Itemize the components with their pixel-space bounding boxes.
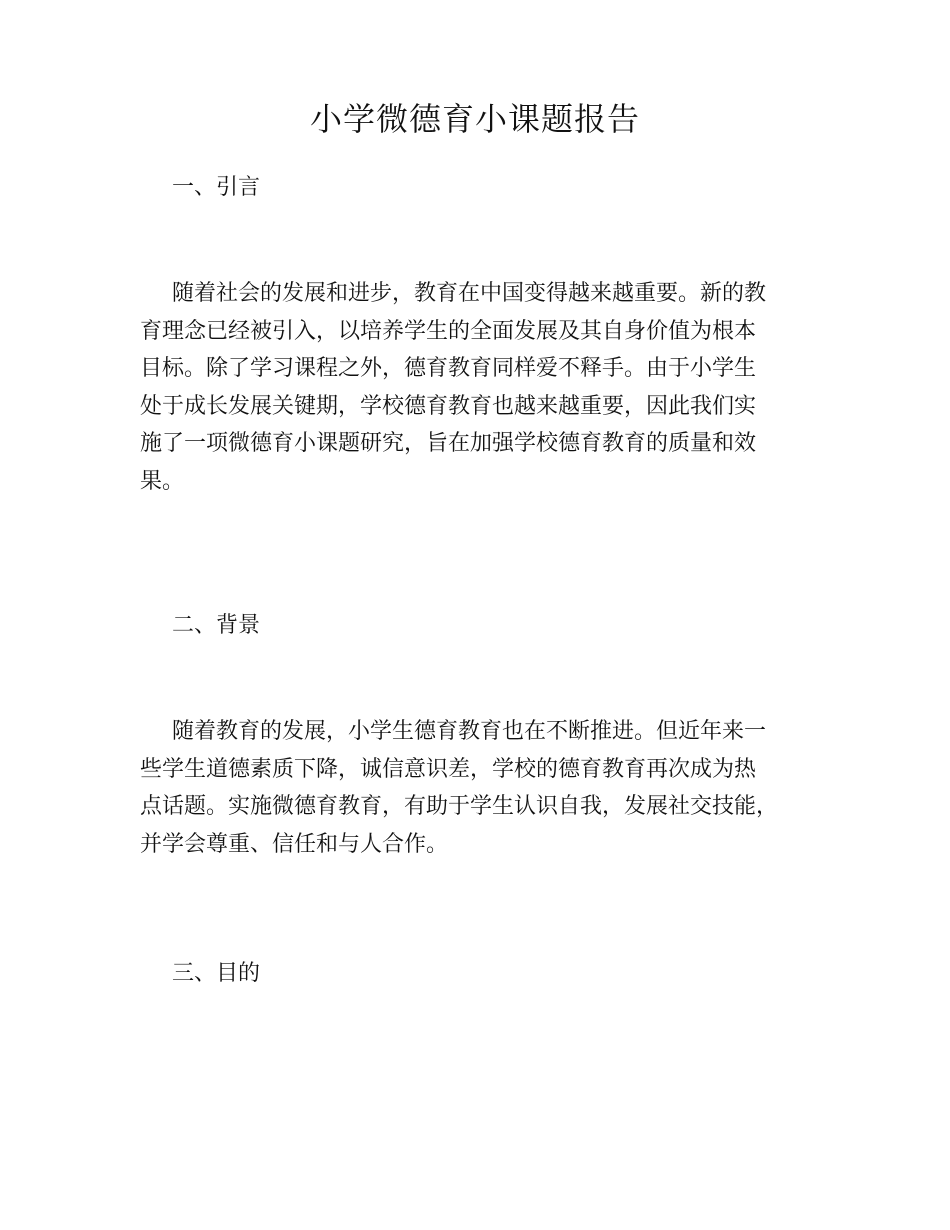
paragraph-line: 处于成长发展关键期，学校德育教育也越来越重要，因此我们实: [140, 393, 757, 419]
section-heading-introduction: 一、引言: [172, 175, 261, 200]
paragraph-line: 随着社会的发展和进步，教育在中国变得越来越重要。新的教: [172, 281, 767, 306]
paragraph-line: 些学生道德素质下降，诚信意识差，学校的德育教育再次成为热: [140, 756, 757, 782]
introduction-paragraph: [140, 275, 830, 500]
document-title: 小学微德育小课题报告: [309, 100, 640, 138]
section-heading-purpose: 三、目的: [172, 961, 261, 986]
paragraph-line: 并学会尊重、信任和与人合作。: [140, 831, 449, 857]
section-heading-background: 二、背景: [172, 613, 261, 638]
background-paragraph: [140, 713, 830, 863]
paragraph-line: 点话题。实施微德育教育，有助于学生认识自我，发展社交技能，: [140, 794, 779, 819]
paragraph-line: 随着教育的发展，小学生德育教育也在不断推进。但近年来一: [172, 719, 767, 744]
paragraph-line: 目标。除了学习课程之外，德育教育同样爱不释手。由于小学生: [140, 356, 757, 381]
paragraph-line: 果。: [140, 468, 185, 494]
paragraph-line: 育理念已经被引入，以培养学生的全面发展及其自身价值为根本: [140, 318, 757, 344]
paragraph-line: 施了一项微德育小课题研究，旨在加强学校德育教育的质量和效: [140, 431, 757, 456]
